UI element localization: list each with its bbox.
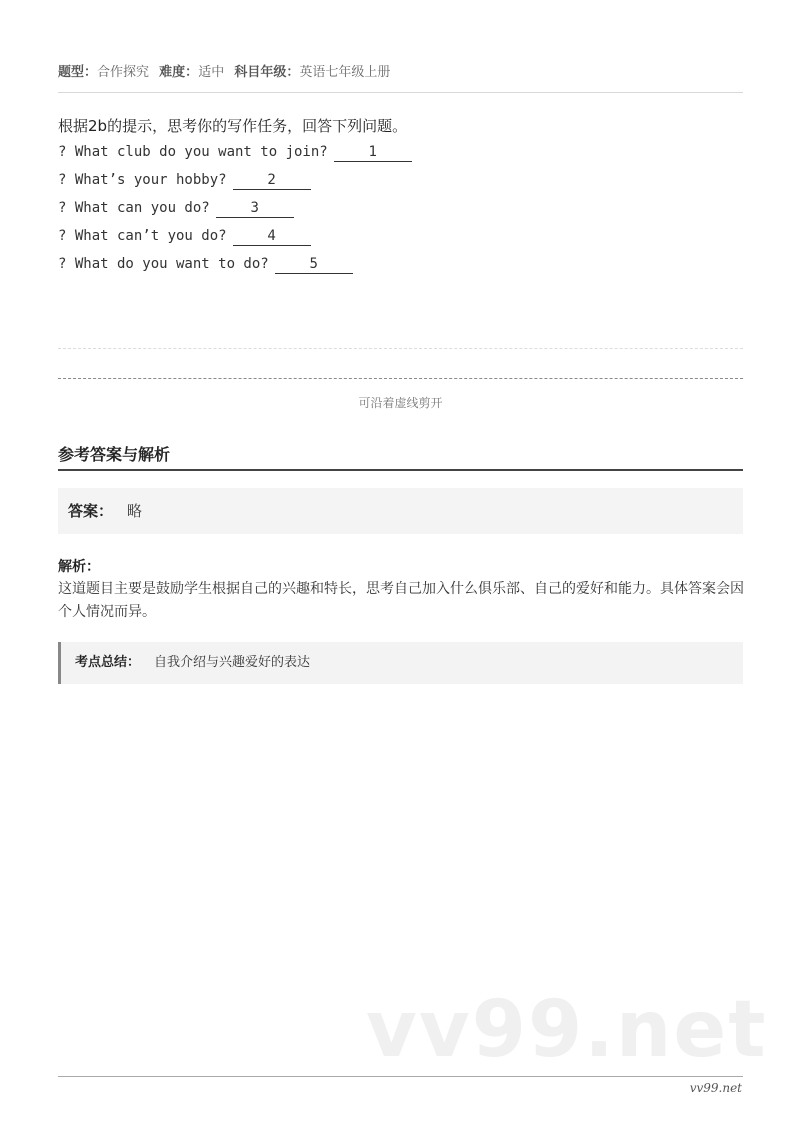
question-item (58, 253, 412, 281)
cut-line (58, 378, 743, 379)
answer-blank: 4 (233, 227, 311, 246)
section-divider (58, 469, 743, 471)
answer-value: 略 (127, 502, 143, 520)
question-intro: 根据2b的提示，思考你的写作任务，回答下列问题。 (58, 117, 408, 135)
key-point-value: 自我介绍与兴趣爱好的表达 (154, 655, 311, 670)
question-text: ? What can’t you do? (58, 228, 227, 244)
answer-section-title: 参考答案与解析 (58, 445, 171, 464)
question-item (58, 225, 412, 253)
question-list (58, 141, 412, 281)
question-meta (58, 63, 743, 83)
question-text: ? What can you do? (58, 200, 210, 216)
type-value: 合作探究 (97, 65, 150, 80)
answer-label: 答案： (68, 502, 114, 520)
answer-blank: 5 (275, 255, 353, 274)
key-point-box (58, 642, 743, 684)
difficulty-value: 适中 (198, 65, 225, 80)
dashed-divider-light (58, 348, 743, 349)
question-item (58, 197, 412, 225)
question-item (58, 169, 412, 197)
analysis-label: 解析： (58, 559, 100, 575)
meta-divider (58, 92, 743, 93)
subject-label: 科目年级： (234, 65, 300, 80)
answer-blank: 2 (233, 171, 311, 190)
question-text: ? What’s your hobby? (58, 172, 227, 188)
key-point-label: 考点总结： (75, 655, 141, 670)
analysis-text: 这道题目主要是鼓励学生根据自己的兴趣和特长，思考自己加入什么俱乐部、自己的爱好和能力。具体答案会因个人情况而异。 (58, 581, 744, 620)
answer-box (58, 488, 743, 534)
difficulty-label: 难度： (159, 65, 199, 80)
answer-blank: 3 (216, 199, 294, 218)
watermark: vv99.net (366, 985, 768, 1075)
type-label: 题型： (58, 65, 98, 80)
question-item (58, 141, 412, 169)
subject-value: 英语七年级上册 (299, 65, 391, 80)
footer-divider (58, 1076, 743, 1077)
answer-blank: 1 (334, 143, 412, 162)
cut-label: 可沿着虚线剪开 (358, 396, 443, 410)
footer-url: vv99.net (689, 1081, 742, 1095)
question-text: ? What do you want to do? (58, 256, 269, 272)
question-text: ? What club do you want to join? (58, 144, 328, 160)
